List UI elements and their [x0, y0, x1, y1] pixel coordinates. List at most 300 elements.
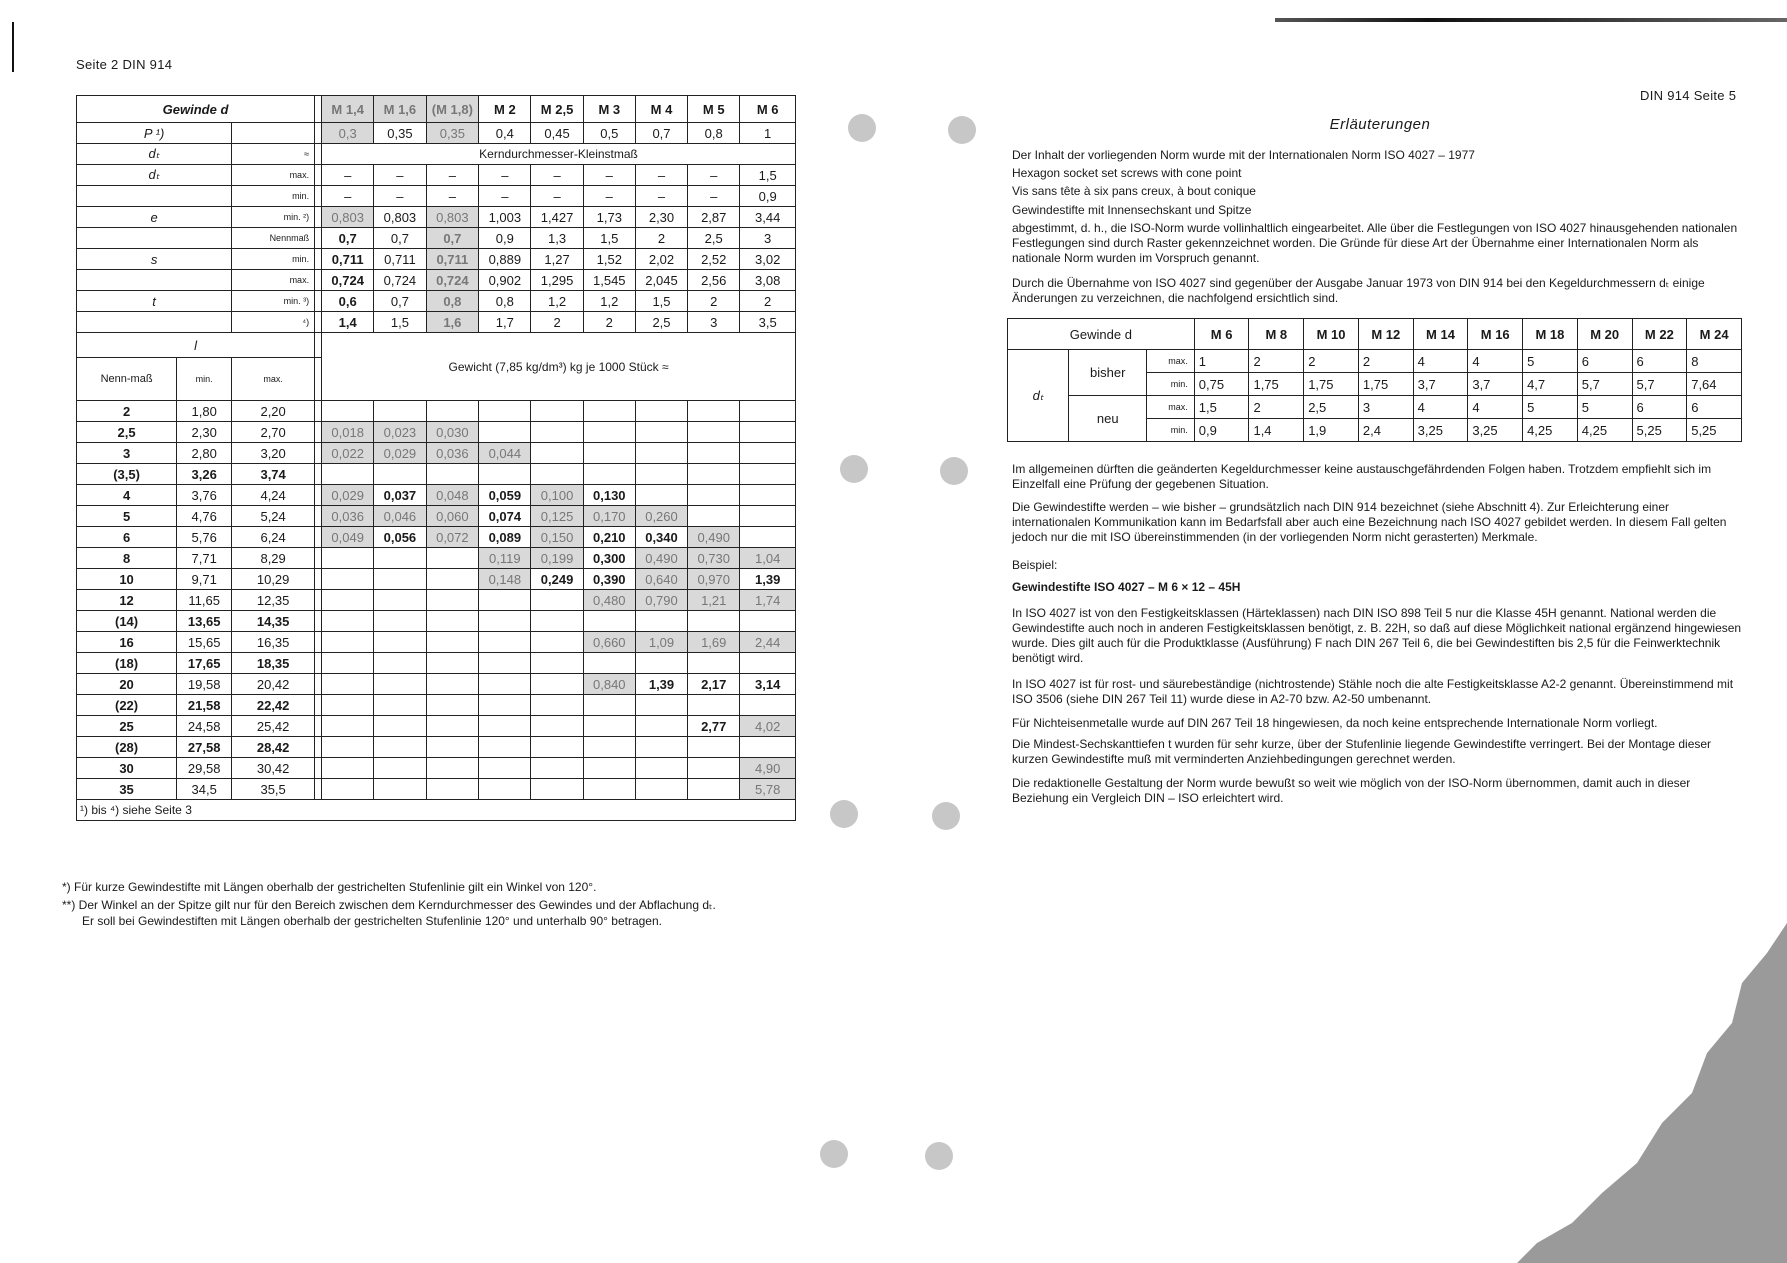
weight-cell: 0,970: [688, 569, 740, 590]
length-nenn: 30: [77, 758, 177, 779]
row-sublabel: min.: [232, 249, 315, 270]
value-cell: 1,27: [531, 249, 583, 270]
weight-cell: [426, 716, 479, 737]
value-cell: 0,7: [635, 123, 687, 144]
weight-cell: [426, 569, 479, 590]
value-cell: 2: [1358, 350, 1413, 373]
paragraph-5: In ISO 4027 ist von den Festigkeitsklassen (Härteklassen) nach DIN ISO 898 Teil 5 nur die Klasse 45H genannt. National werden die Gewindestifte auch noch in anderen Festigkeitsklassen benötigt, z. B. 22H, so daß auf diese Möglichkeit national ergänzend hingewiesen wurde. Dies gilt auch für die Produktklasse (Ausführung) F nach DIN 267 Teil 6, die bei Gewindestiften bis 2,5 für die Feinwerktechnik benötigt wird.: [1012, 606, 1742, 665]
weight-cell: 0,018: [322, 422, 374, 443]
length-min: 21,58: [177, 695, 232, 716]
length-nenn: 6: [77, 527, 177, 548]
weight-cell: [479, 695, 531, 716]
group-label: bisher: [1069, 350, 1147, 396]
length-nenn: 35: [77, 779, 177, 800]
weight-cell: [374, 779, 426, 800]
weight-cell: [688, 758, 740, 779]
weight-cell: 0,730: [688, 548, 740, 569]
l-col-nenn: Nenn-maß: [77, 358, 177, 401]
weight-cell: 0,660: [583, 632, 635, 653]
weight-cell: [322, 401, 374, 422]
weight-cell: [635, 464, 687, 485]
value-cell: 4,25: [1523, 419, 1578, 442]
weight-cell: 0,125: [531, 506, 583, 527]
row-sublabel: min.: [232, 186, 315, 207]
size-header: M 14: [1413, 319, 1468, 350]
weight-cell: [531, 464, 583, 485]
length-min: 9,71: [177, 569, 232, 590]
value-cell: 5: [1523, 350, 1578, 373]
weight-cell: 4,02: [740, 716, 796, 737]
weight-cell: [583, 653, 635, 674]
weight-cell: [688, 443, 740, 464]
row-sublabel: min. ³): [232, 291, 315, 312]
row-sublabel: max.: [232, 165, 315, 186]
value-cell: 1,3: [531, 228, 583, 249]
value-cell: –: [531, 186, 583, 207]
row-sublabel: ⁴): [232, 312, 315, 333]
weight-cell: [740, 611, 796, 632]
length-nenn: 3: [77, 443, 177, 464]
scan-top-bar: [1275, 18, 1787, 22]
value-cell: 0,803: [374, 207, 426, 228]
weight-cell: [374, 695, 426, 716]
row-label: s: [77, 249, 232, 270]
value-cell: 4: [1413, 350, 1468, 373]
weight-cell: [740, 527, 796, 548]
size-header: (M 1,8): [426, 96, 479, 123]
torn-corner-graphic: [1517, 923, 1787, 1263]
size-header: M 20: [1577, 319, 1632, 350]
weight-cell: 1,74: [740, 590, 796, 611]
table-footnote: ¹) bis ⁴) siehe Seite 3: [77, 800, 796, 821]
weight-cell: [531, 443, 583, 464]
length-min: 15,65: [177, 632, 232, 653]
row-sublabel: min. ²): [232, 207, 315, 228]
weight-cell: [531, 401, 583, 422]
value-cell: –: [479, 186, 531, 207]
length-max: 18,35: [232, 653, 315, 674]
row-label: dₜ: [77, 144, 232, 165]
value-cell: 0,35: [426, 123, 479, 144]
value-cell: 2: [1304, 350, 1359, 373]
thread-label: Gewinde d: [1008, 319, 1195, 350]
weight-cell: [426, 758, 479, 779]
paragraph-2: Die Gewindestifte werden – wie bisher – grundsätzlich nach DIN 914 bezeichnet (siehe Abschnitt 4). Zur Erleichterung einer internationalen Kommunikation kann im Bedarfsfall aber auch eine Bezeichnung nach ISO 4027 gebildet werden. In diesem Fall gelten jedoch nur die mit ISO übereinstimmenden (in der vorliegenden Norm nicht gerasterten) Merkmale.: [1012, 500, 1727, 544]
group-label: neu: [1069, 396, 1147, 442]
length-min: 19,58: [177, 674, 232, 695]
value-cell: 6: [1687, 396, 1742, 419]
value-cell: 0,711: [426, 249, 479, 270]
weight-cell: [688, 779, 740, 800]
value-cell: 2,02: [635, 249, 687, 270]
weight-cell: 0,490: [635, 548, 687, 569]
weight-cell: [583, 443, 635, 464]
row-sublabel: max.: [1146, 350, 1194, 373]
dimension-table: [76, 95, 796, 821]
length-min: 2,30: [177, 422, 232, 443]
size-header: M 2: [479, 96, 531, 123]
weight-cell: [531, 590, 583, 611]
length-nenn: 8: [77, 548, 177, 569]
size-header: M 8: [1249, 319, 1304, 350]
weight-cell: 0,037: [374, 485, 426, 506]
length-nenn: 4: [77, 485, 177, 506]
length-nenn: 12: [77, 590, 177, 611]
weight-cell: 1,39: [740, 569, 796, 590]
value-cell: 7,64: [1687, 373, 1742, 396]
weight-cell: 0,840: [583, 674, 635, 695]
value-cell: 1,427: [531, 207, 583, 228]
value-cell: 1,003: [479, 207, 531, 228]
weight-cell: [374, 611, 426, 632]
value-cell: 0,9: [479, 228, 531, 249]
cone-diameter-table: [1007, 318, 1742, 442]
value-cell: 3,44: [740, 207, 796, 228]
value-cell: 2: [1249, 350, 1304, 373]
value-cell: –: [374, 165, 426, 186]
paragraph-6: In ISO 4027 ist für rost- und säurebeständige (nichtrostende) Stähle noch die alte Festigkeitsklasse A2-2 genannt. Übereinstimmend mit ISO 3506 (siehe DIN 267 Teil 11) wurde diese in A2-70 bzw. A2-50 umbenannt.: [1012, 677, 1734, 706]
weight-cell: 0,150: [531, 527, 583, 548]
value-cell: –: [374, 186, 426, 207]
weight-cell: [740, 737, 796, 758]
weight-cell: [740, 485, 796, 506]
weight-cell: [479, 422, 531, 443]
weight-cell: [635, 737, 687, 758]
weight-cell: [531, 716, 583, 737]
row-label: [77, 186, 232, 207]
size-header: M 4: [635, 96, 687, 123]
paragraph-7: Für Nichteisenmetalle wurde auf DIN 267 Teil 18 hingewiesen, da noch keine entsprechende Internationale Norm vorliegt.: [1012, 716, 1658, 730]
length-min: 27,58: [177, 737, 232, 758]
weight-cell: 0,029: [374, 443, 426, 464]
value-cell: 3,25: [1413, 419, 1468, 442]
weight-cell: 0,300: [583, 548, 635, 569]
weight-cell: [740, 401, 796, 422]
row-sublabel: max.: [232, 270, 315, 291]
value-cell: 0,7: [426, 228, 479, 249]
weight-cell: [688, 401, 740, 422]
value-cell: 0,803: [426, 207, 479, 228]
row-label: dₜ: [77, 165, 232, 186]
weight-cell: [322, 632, 374, 653]
weight-cell: [426, 611, 479, 632]
weight-cell: [583, 464, 635, 485]
value-cell: 1,5: [1194, 396, 1249, 419]
weight-cell: [583, 422, 635, 443]
row-sublabel: ≈: [232, 144, 315, 165]
row-label: e: [77, 207, 232, 228]
weight-cell: [583, 611, 635, 632]
weight-cell: [322, 569, 374, 590]
length-nenn: 20: [77, 674, 177, 695]
weight-cell: [426, 653, 479, 674]
weight-cell: 2,44: [740, 632, 796, 653]
weight-cell: [531, 611, 583, 632]
size-header: M 6: [1194, 319, 1249, 350]
explanations-title: Erläuterungen: [1329, 116, 1431, 133]
weight-cell: 1,09: [635, 632, 687, 653]
length-max: 3,20: [232, 443, 315, 464]
value-cell: 0,9: [740, 186, 796, 207]
size-header: M 3: [583, 96, 635, 123]
length-min: 24,58: [177, 716, 232, 737]
length-nenn: 2: [77, 401, 177, 422]
weight-cell: 0,023: [374, 422, 426, 443]
value-cell: 1,5: [374, 312, 426, 333]
value-cell: 0,7: [374, 228, 426, 249]
length-min: 13,65: [177, 611, 232, 632]
weight-cell: 1,04: [740, 548, 796, 569]
row-label: [77, 270, 232, 291]
weight-cell: 0,059: [479, 485, 531, 506]
weight-cell: [635, 611, 687, 632]
value-cell: 5,25: [1632, 419, 1687, 442]
length-max: 35,5: [232, 779, 315, 800]
value-cell: 0,711: [374, 249, 426, 270]
weight-cell: [740, 653, 796, 674]
value-cell: 2,52: [688, 249, 740, 270]
length-max: 3,74: [232, 464, 315, 485]
value-cell: –: [635, 186, 687, 207]
row-label: t: [77, 291, 232, 312]
value-cell: –: [531, 165, 583, 186]
weight-cell: [374, 548, 426, 569]
length-max: 28,42: [232, 737, 315, 758]
weight-cell: [740, 695, 796, 716]
right-page-header: DIN 914 Seite 5: [1640, 88, 1737, 103]
designation-example: Gewindestifte ISO 4027 – M 6 × 12 – 45H: [1012, 580, 1241, 594]
row-label: [77, 228, 232, 249]
intro-line-3: Vis sans tête à six pans creux, à bout conique: [1012, 184, 1256, 198]
weight-cell: [635, 716, 687, 737]
weight-cell: [688, 506, 740, 527]
length-max: 5,24: [232, 506, 315, 527]
value-cell: 0,75: [1194, 373, 1249, 396]
weight-cell: [426, 737, 479, 758]
length-nenn: 5: [77, 506, 177, 527]
weight-cell: 0,060: [426, 506, 479, 527]
weight-cell: [479, 464, 531, 485]
weight-cell: [479, 779, 531, 800]
value-cell: 1,4: [1249, 419, 1304, 442]
value-cell: –: [635, 165, 687, 186]
value-cell: 0,724: [322, 270, 374, 291]
weight-cell: [583, 695, 635, 716]
length-nenn: 25: [77, 716, 177, 737]
weight-cell: [426, 695, 479, 716]
size-header: M 1,6: [374, 96, 426, 123]
punch-hole: [820, 1140, 848, 1168]
length-min: 5,76: [177, 527, 232, 548]
value-cell: 8: [1687, 350, 1742, 373]
weight-cell: 2,17: [688, 674, 740, 695]
weight-cell: [426, 632, 479, 653]
value-cell: 3,25: [1468, 419, 1523, 442]
value-cell: 0,35: [374, 123, 426, 144]
weight-cell: 0,044: [479, 443, 531, 464]
footnote-2: **) Der Winkel an der Spitze gilt nur für den Bereich zwischen dem Kerndurchmesser des Gewindes und der Abflachung dₜ.: [62, 898, 716, 912]
length-max: 8,29: [232, 548, 315, 569]
length-min: 29,58: [177, 758, 232, 779]
weight-cell: 0,100: [531, 485, 583, 506]
weight-cell: [374, 632, 426, 653]
value-cell: 6: [1632, 396, 1687, 419]
value-cell: 2,5: [1304, 396, 1359, 419]
intro-paragraph-1: abgestimmt, d. h., die ISO-Norm wurde vollinhaltlich eingearbeitet. Alle über die Festlegungen von ISO 4027 hinausgehenden nationalen Festlegungen sind durch Raster gekennzeichnet worden. Die Gründe für diese Art der Übernahme einer Internationalen Norm als nationale Norm wurden im Vorspruch genannt.: [1012, 221, 1738, 265]
dt-label: dₜ: [1008, 350, 1069, 442]
value-cell: 2,87: [688, 207, 740, 228]
weight-cell: 4,90: [740, 758, 796, 779]
value-cell: 1,73: [583, 207, 635, 228]
weight-cell: [688, 422, 740, 443]
weight-cell: [635, 443, 687, 464]
weight-cell: 0,249: [531, 569, 583, 590]
value-cell: 1,6: [426, 312, 479, 333]
length-max: 6,24: [232, 527, 315, 548]
length-max: 22,42: [232, 695, 315, 716]
value-cell: 4,25: [1577, 419, 1632, 442]
value-cell: 1,2: [583, 291, 635, 312]
value-cell: 1: [1194, 350, 1249, 373]
weight-cell: [635, 779, 687, 800]
value-cell: 1,4: [322, 312, 374, 333]
weight-cell: 0,029: [322, 485, 374, 506]
weight-cell: [322, 548, 374, 569]
length-nenn: (18): [77, 653, 177, 674]
value-cell: 2,4: [1358, 419, 1413, 442]
l-col-min: min.: [177, 358, 232, 401]
weight-cell: 0,210: [583, 527, 635, 548]
weight-cell: 0,072: [426, 527, 479, 548]
value-cell: 2: [531, 312, 583, 333]
size-header: M 5: [688, 96, 740, 123]
value-cell: 3: [688, 312, 740, 333]
value-cell: 0,45: [531, 123, 583, 144]
value-cell: 1: [740, 123, 796, 144]
value-cell: 3,08: [740, 270, 796, 291]
value-cell: 0,4: [479, 123, 531, 144]
value-cell: 2,56: [688, 270, 740, 291]
length-min: 1,80: [177, 401, 232, 422]
length-max: 12,35: [232, 590, 315, 611]
value-cell: –: [583, 165, 635, 186]
weight-cell: [583, 779, 635, 800]
weight-cell: 0,490: [688, 527, 740, 548]
value-cell: –: [688, 186, 740, 207]
thread-label: Gewinde d: [77, 96, 315, 123]
weight-cell: 0,030: [426, 422, 479, 443]
weight-cell: [635, 653, 687, 674]
weight-cell: [740, 443, 796, 464]
length-min: 11,65: [177, 590, 232, 611]
value-cell: –: [322, 186, 374, 207]
weight-cell: 0,199: [531, 548, 583, 569]
value-cell: 1,52: [583, 249, 635, 270]
weight-cell: [322, 779, 374, 800]
value-cell: 1,5: [740, 165, 796, 186]
weight-cell: [322, 590, 374, 611]
length-max: 16,35: [232, 632, 315, 653]
value-cell: 2: [740, 291, 796, 312]
value-cell: 2,5: [635, 312, 687, 333]
weight-cell: 0,089: [479, 527, 531, 548]
length-nenn: (28): [77, 737, 177, 758]
weight-cell: [479, 653, 531, 674]
value-cell: 6: [1632, 350, 1687, 373]
value-cell: 3: [740, 228, 796, 249]
length-min: 7,71: [177, 548, 232, 569]
value-cell: 0,5: [583, 123, 635, 144]
value-cell: 2,5: [688, 228, 740, 249]
intro-paragraph-2: Durch die Übernahme von ISO 4027 sind gegenüber der Ausgabe Januar 1973 von DIN 914 bei den Kegeldurchmessern dₜ einige Änderungen zu verzeichnen, die nachfolgend ersichtlich sind.: [1012, 276, 1705, 305]
weight-cell: [531, 632, 583, 653]
l-label: l: [77, 333, 315, 358]
value-cell: 0,9: [1194, 419, 1249, 442]
intro-line-1: Der Inhalt der vorliegenden Norm wurde mit der Internationalen Norm ISO 4027 – 1977: [1012, 148, 1475, 162]
length-nenn: (14): [77, 611, 177, 632]
length-nenn: 10: [77, 569, 177, 590]
weight-cell: 0,790: [635, 590, 687, 611]
weight-cell: [322, 674, 374, 695]
weight-cell: 0,640: [635, 569, 687, 590]
weight-cell: [479, 716, 531, 737]
value-cell: 0,8: [479, 291, 531, 312]
value-cell: 4: [1413, 396, 1468, 419]
value-cell: 1,75: [1249, 373, 1304, 396]
value-cell: 5,25: [1687, 419, 1742, 442]
weight-cell: 0,056: [374, 527, 426, 548]
paragraph-9: Die redaktionelle Gestaltung der Norm wurde bewußt so weit wie möglich von der ISO-Norm übernommen, damit auch in dieser Beziehung ein Vergleich DIN – ISO erleichtert wird.: [1012, 776, 1691, 805]
value-cell: 0,803: [322, 207, 374, 228]
weight-cell: 0,036: [322, 506, 374, 527]
row-sublabel: Nennmaß: [232, 228, 315, 249]
weight-cell: [635, 422, 687, 443]
weight-cell: [374, 716, 426, 737]
value-cell: 2: [688, 291, 740, 312]
weight-cell: [374, 590, 426, 611]
value-cell: 1,9: [1304, 419, 1359, 442]
weight-cell: [479, 611, 531, 632]
value-cell: 5,7: [1632, 373, 1687, 396]
value-cell: 3,7: [1468, 373, 1523, 396]
weight-cell: [531, 737, 583, 758]
weight-cell: [479, 674, 531, 695]
weight-cell: 0,480: [583, 590, 635, 611]
weight-cell: [531, 779, 583, 800]
value-cell: 0,6: [322, 291, 374, 312]
value-cell: 4,7: [1523, 373, 1578, 396]
value-cell: 1,5: [635, 291, 687, 312]
footnote-1: *) Für kurze Gewindestifte mit Längen oberhalb der gestrichelten Stufenlinie gilt ein Winkel von 120°.: [62, 880, 597, 894]
length-max: 20,42: [232, 674, 315, 695]
weight-cell: 1,39: [635, 674, 687, 695]
weight-cell: [635, 758, 687, 779]
size-header: M 2,5: [531, 96, 583, 123]
weight-cell: [322, 737, 374, 758]
value-cell: 0,8: [426, 291, 479, 312]
length-max: 2,70: [232, 422, 315, 443]
value-cell: 1,75: [1304, 373, 1359, 396]
weight-cell: 1,69: [688, 632, 740, 653]
weight-cell: [322, 653, 374, 674]
weight-cell: [374, 674, 426, 695]
weight-cell: [583, 758, 635, 779]
value-cell: 6: [1577, 350, 1632, 373]
value-cell: 0,724: [374, 270, 426, 291]
value-cell: –: [426, 186, 479, 207]
value-cell: –: [479, 165, 531, 186]
value-cell: 0,711: [322, 249, 374, 270]
